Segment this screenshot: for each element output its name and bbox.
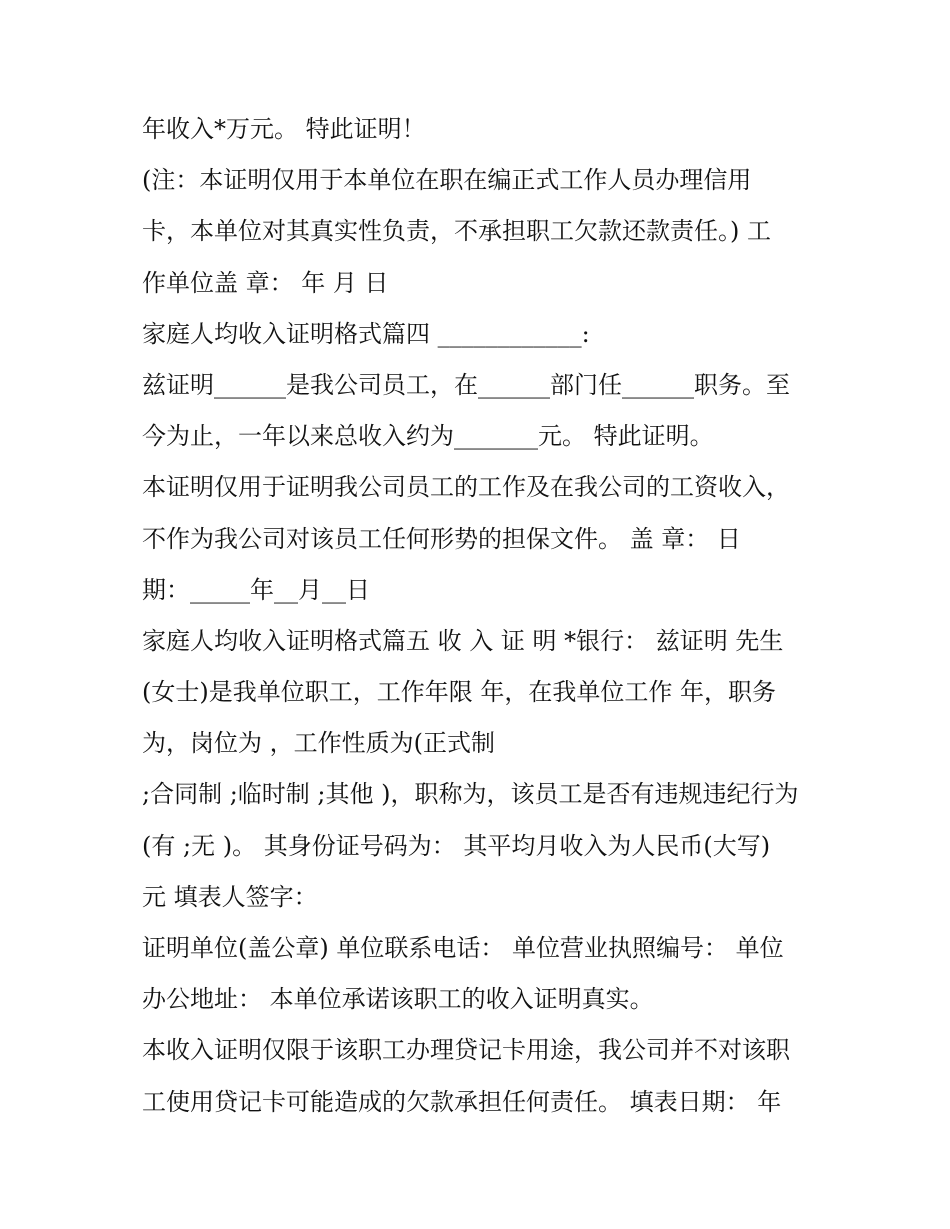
text-line-8: 本证明仅用于证明我公司员工的工作及在我公司的工资收入， [142,473,790,502]
text-line-6: 兹证明______是我公司员工，在______部门任______职务。至 [142,370,790,399]
text-line-12: (女士)是我单位职工，工作年限 年，在我单位工作 年，职务 [142,678,776,707]
text-line-9: 不作为我公司对该员工任何形势的担保文件。 盖 章： 日 [142,524,741,553]
section-heading-4: 家庭人均收入证明格式篇四 ____________: [142,319,590,348]
text-line-4: 作单位盖 章： 年 月 日 [142,268,389,297]
text-line-19: 本收入证明仅限于该职工办理贷记卡用途，我公司并不对该职 [142,1036,790,1065]
text-line-2: (注：本证明仅用于本单位在职在编正式工作人员办理信用 [142,166,752,195]
text-line-16: 元 填表人签字： [142,882,318,911]
text-line-15: (有 ;无 )。 其身份证号码为： 其平均月收入为人民币(大写) [142,831,771,860]
text-line-20: 工使用贷记卡可能造成的欠款承担任何责任。 填表日期： 年 [142,1087,782,1116]
text-line-17: 证明单位(盖公章) 单位联系电话： 单位营业执照编号： 单位 [142,934,784,962]
text-line-14: ;合同制 ;临时制 ;其他 )，职称为，该员工是否有违规违纪行为 [142,780,799,809]
text-line-1: 年收入*万元。 特此证明！ [142,115,426,143]
document-body [142,104,822,1128]
text-line-7: 今为止，一年以来总收入约为_______元。 特此证明。 [142,422,714,451]
text-line-10: 期：_____年__月__日 [142,575,370,604]
section-heading-5: 家庭人均收入证明格式篇五 收 入 证 明 *银行： 兹证明 先生 [142,626,784,655]
text-line-3: 卡，本单位对其真实性负责，不承担职工欠款还款责任。) 工 [142,217,771,246]
text-line-18: 办公地址： 本单位承诺该职工的收入证明真实。 [142,985,654,1014]
text-line-13: 为，岗位为 ，工作性质为(正式制 [142,729,495,758]
